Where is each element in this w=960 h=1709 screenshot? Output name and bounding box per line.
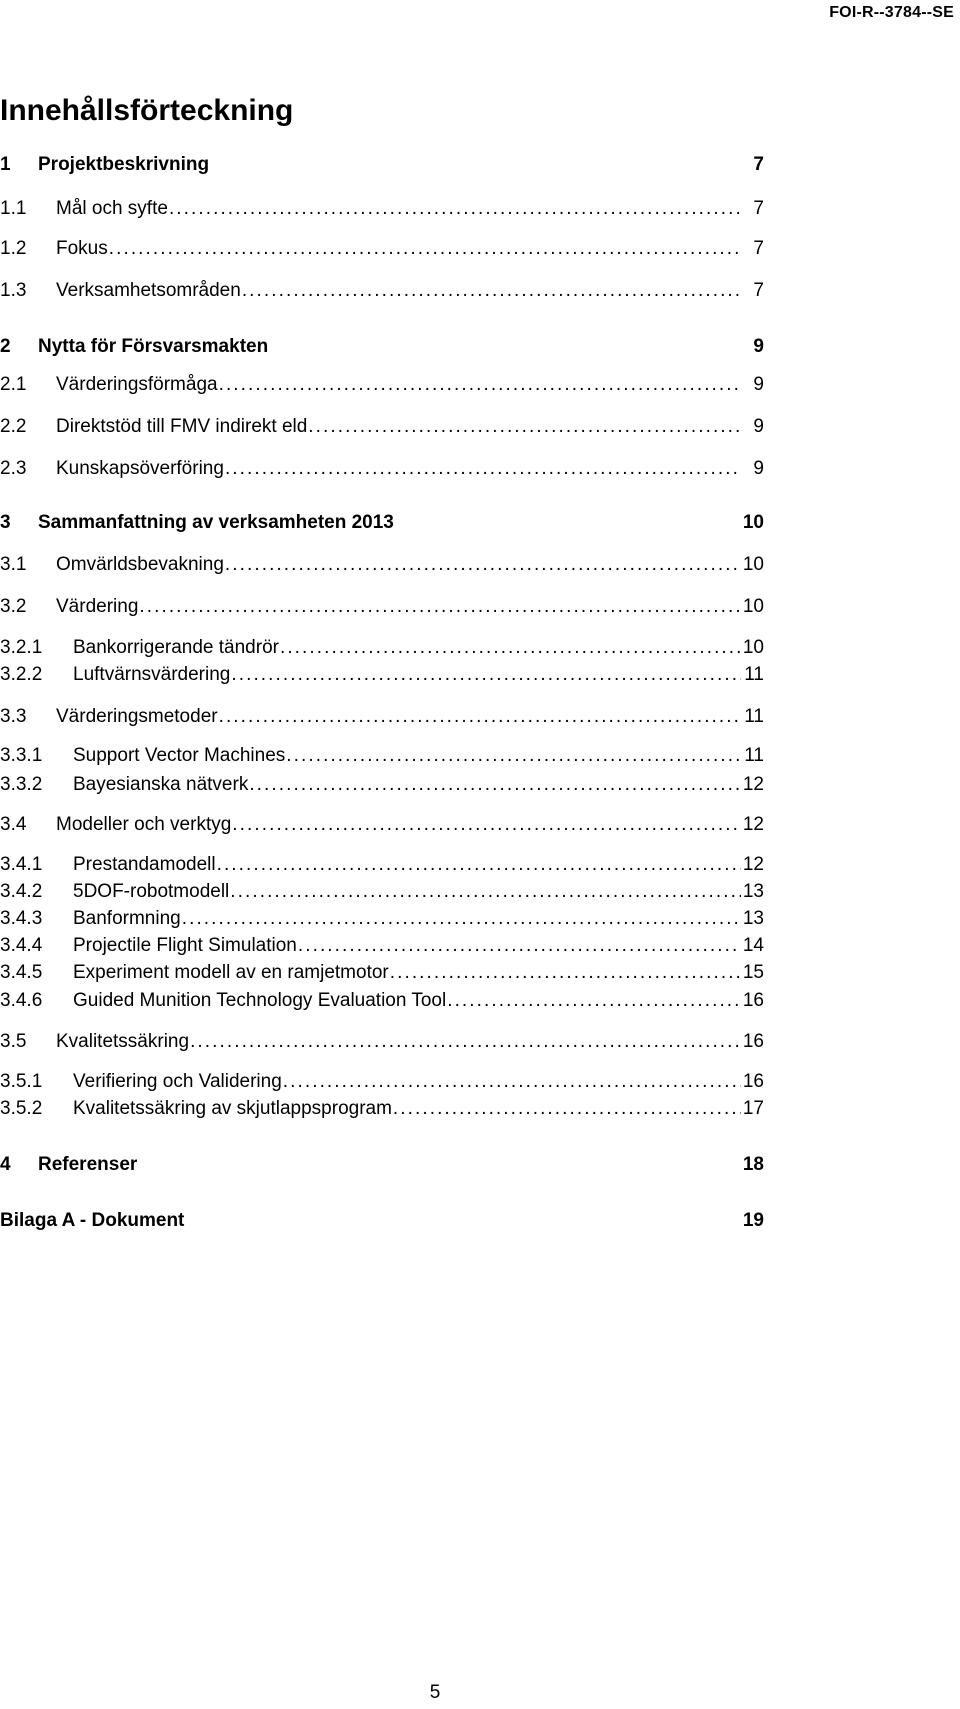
toc-dot-leader — [393, 1098, 741, 1120]
toc-entry-number: 3.4.3 — [0, 908, 43, 929]
toc-entry-number: 3.2 — [0, 596, 27, 617]
toc-entry-title: Modeller och verktyg — [56, 814, 232, 835]
toc-entry-title: Kvalitetssäkring av skjutlappsprogram — [73, 1098, 392, 1119]
toc-entry-page: 16 — [742, 1071, 764, 1092]
toc-entry-3-4-5[interactable] — [0, 962, 764, 986]
toc-dot-leader — [280, 637, 741, 659]
toc-entry-number: 2.2 — [0, 416, 27, 437]
toc-dot-leader — [109, 238, 741, 260]
toc-entry-3-4-6[interactable] — [0, 990, 764, 1014]
toc-entry-4[interactable] — [0, 1154, 764, 1178]
toc-entry-3-5-2[interactable] — [0, 1098, 764, 1122]
toc-entry-1-2[interactable] — [0, 238, 764, 262]
toc-entry-appendix[interactable] — [0, 1210, 764, 1234]
toc-entry-number: 3.4.4 — [0, 935, 43, 956]
toc-entry-title: Värderingsförmåga — [56, 374, 218, 395]
toc-entry-page: 7 — [753, 154, 764, 175]
toc-entry-title: Bilaga A - Dokument — [0, 1210, 185, 1231]
toc-entry-number: 3.5.1 — [0, 1071, 43, 1092]
toc-entry-title: Projectile Flight Simulation — [73, 935, 297, 956]
toc-entry-title: Fokus — [56, 238, 108, 259]
toc-entry-title: Banformning — [73, 908, 181, 929]
toc-dot-leader — [308, 416, 741, 438]
toc-entry-number: 3.4.2 — [0, 881, 43, 902]
toc-entry-2-2[interactable] — [0, 416, 764, 440]
toc-entry-number: 3.1 — [0, 554, 27, 575]
toc-entry-page: 13 — [742, 881, 764, 902]
toc-entry-2[interactable] — [0, 336, 764, 360]
toc-entry-number: 3.4.1 — [0, 854, 43, 875]
toc-entry-page: 10 — [742, 596, 764, 617]
toc-entry-number: 3.5.2 — [0, 1098, 43, 1119]
toc-entry-2-3[interactable] — [0, 458, 764, 482]
toc-dot-leader — [283, 1071, 741, 1093]
toc-entry-number: 1.1 — [0, 198, 27, 219]
toc-entry-title: Bayesianska nätverk — [73, 774, 249, 795]
toc-entry-number: 3.4.6 — [0, 990, 43, 1011]
toc-entry-3-3-1[interactable] — [0, 745, 764, 769]
toc-entry-page: 10 — [742, 512, 764, 533]
toc-entry-page: 7 — [753, 198, 764, 219]
toc-entry-3-5-1[interactable] — [0, 1071, 764, 1095]
toc-entry-page: 18 — [742, 1154, 764, 1175]
toc-dot-leader — [232, 814, 741, 836]
toc-dot-leader — [298, 935, 741, 957]
toc-entry-title: Support Vector Machines — [73, 745, 286, 766]
toc-entry-3[interactable] — [0, 512, 764, 536]
toc-entry-3-4-2[interactable] — [0, 881, 764, 905]
toc-entry-3-4-4[interactable] — [0, 935, 764, 959]
toc-entry-number: 1 — [0, 154, 11, 175]
toc-dot-leader — [447, 990, 741, 1012]
toc-entry-title: Luftvärnsvärdering — [73, 664, 231, 685]
toc-entry-3-2-1[interactable] — [0, 637, 764, 661]
toc-entry-title: Referenser — [38, 1154, 138, 1175]
toc-dot-leader — [139, 596, 741, 618]
toc-dot-leader — [390, 962, 741, 984]
toc-entry-1-3[interactable] — [0, 280, 764, 304]
toc-entry-page: 16 — [742, 990, 764, 1011]
toc-dot-leader — [230, 881, 741, 903]
toc-entry-title: Värdering — [56, 596, 139, 617]
toc-entry-number: 3.5 — [0, 1031, 27, 1052]
toc-entry-page: 11 — [744, 706, 764, 727]
toc-dot-leader — [217, 854, 741, 876]
report-id: FOI-R--3784--SE — [829, 4, 954, 21]
toc-entry-title: Kunskapsöverföring — [56, 458, 224, 479]
toc-entry-page: 14 — [742, 935, 764, 956]
toc-entry-page: 19 — [742, 1210, 764, 1231]
toc-dot-leader — [190, 1031, 741, 1053]
toc-dot-leader — [231, 664, 741, 686]
toc-entry-page: 7 — [753, 280, 764, 301]
toc-entry-title: Direktstöd till FMV indirekt eld — [56, 416, 308, 437]
toc-entry-3-5[interactable] — [0, 1031, 764, 1055]
toc-entry-title: Nytta för Försvarsmakten — [38, 336, 269, 357]
toc-entry-page: 12 — [742, 854, 764, 875]
toc-entry-number: 3.4 — [0, 814, 27, 835]
toc-entry-3-4-3[interactable] — [0, 908, 764, 932]
toc-entry-page: 7 — [753, 238, 764, 259]
toc-entry-title: Sammanfattning av verksamheten 2013 — [38, 512, 394, 533]
toc-entry-number: 2.1 — [0, 374, 27, 395]
toc-entry-page: 12 — [742, 814, 764, 835]
toc-entry-1-1[interactable] — [0, 198, 764, 222]
toc-entry-page: 12 — [742, 774, 764, 795]
toc-entry-2-1[interactable] — [0, 374, 764, 398]
toc-entry-number: 3.3 — [0, 706, 27, 727]
toc-entry-title: Prestandamodell — [73, 854, 216, 875]
toc-entry-title: Guided Munition Technology Evaluation Tool — [73, 990, 447, 1011]
toc-entry-page: 10 — [742, 637, 764, 658]
toc-entry-number: 2.3 — [0, 458, 27, 479]
toc-entry-number: 3.2.1 — [0, 637, 43, 658]
toc-entry-page: 17 — [742, 1098, 764, 1119]
toc-dot-leader — [225, 458, 741, 480]
toc-entry-3-4[interactable] — [0, 814, 764, 838]
toc-entry-number: 4 — [0, 1154, 11, 1175]
toc-entry-title: Värderingsmetoder — [56, 706, 218, 727]
toc-entry-title: Verifiering och Validering — [73, 1071, 282, 1092]
toc-dot-leader — [225, 554, 741, 576]
toc-entry-number: 3.3.1 — [0, 745, 43, 766]
toc-entry-title: Kvalitetssäkring — [56, 1031, 190, 1052]
toc-entry-page: 11 — [744, 664, 764, 685]
toc-dot-leader — [169, 198, 741, 220]
toc-dot-leader — [182, 908, 741, 930]
toc-entry-number: 2 — [0, 336, 11, 357]
toc-entry-title: 5DOF-robotmodell — [73, 881, 230, 902]
toc-entry-number: 1.2 — [0, 238, 27, 259]
toc-entry-title: Experiment modell av en ramjetmotor — [73, 962, 389, 983]
toc-entry-3-3[interactable] — [0, 706, 764, 730]
toc-entry-page: 11 — [744, 745, 764, 766]
toc-entry-number: 3.2.2 — [0, 664, 43, 685]
toc-entry-1[interactable] — [0, 154, 764, 178]
toc-dot-leader — [242, 280, 741, 302]
toc-entry-page: 9 — [753, 458, 764, 479]
toc-dot-leader — [219, 374, 741, 396]
toc-entry-number: 3 — [0, 512, 11, 533]
toc-entry-page: 16 — [742, 1031, 764, 1052]
toc-entry-number: 3.3.2 — [0, 774, 43, 795]
toc-entry-number: 1.3 — [0, 280, 27, 301]
toc-entry-title: Projektbeskrivning — [38, 154, 210, 175]
toc-entry-title: Omvärldsbevakning — [56, 554, 224, 575]
toc-entry-page: 9 — [753, 374, 764, 395]
toc-entry-page: 13 — [742, 908, 764, 929]
toc-heading: Innehållsförteckning — [0, 94, 294, 127]
toc-dot-leader — [249, 774, 741, 796]
toc-entry-3-3-2[interactable] — [0, 774, 764, 798]
toc-entry-title: Bankorrigerande tändrör — [73, 637, 279, 658]
toc-entry-title: Verksamhetsområden — [56, 280, 241, 301]
toc-dot-leader — [219, 706, 741, 728]
toc-entry-title: Mål och syfte — [56, 198, 168, 219]
toc-entry-page: 9 — [753, 336, 764, 357]
toc-dot-leader — [286, 745, 741, 767]
toc-entry-page: 10 — [742, 554, 764, 575]
toc-entry-number: 3.4.5 — [0, 962, 43, 983]
toc-entry-3-4-1[interactable] — [0, 854, 764, 878]
page-number: 5 — [429, 1682, 441, 1703]
toc-entry-3-1[interactable] — [0, 554, 764, 578]
toc-entry-page: 15 — [742, 962, 764, 983]
toc-entry-page: 9 — [753, 416, 764, 437]
toc-entry-3-2[interactable] — [0, 596, 764, 620]
toc-entry-3-2-2[interactable] — [0, 664, 764, 688]
